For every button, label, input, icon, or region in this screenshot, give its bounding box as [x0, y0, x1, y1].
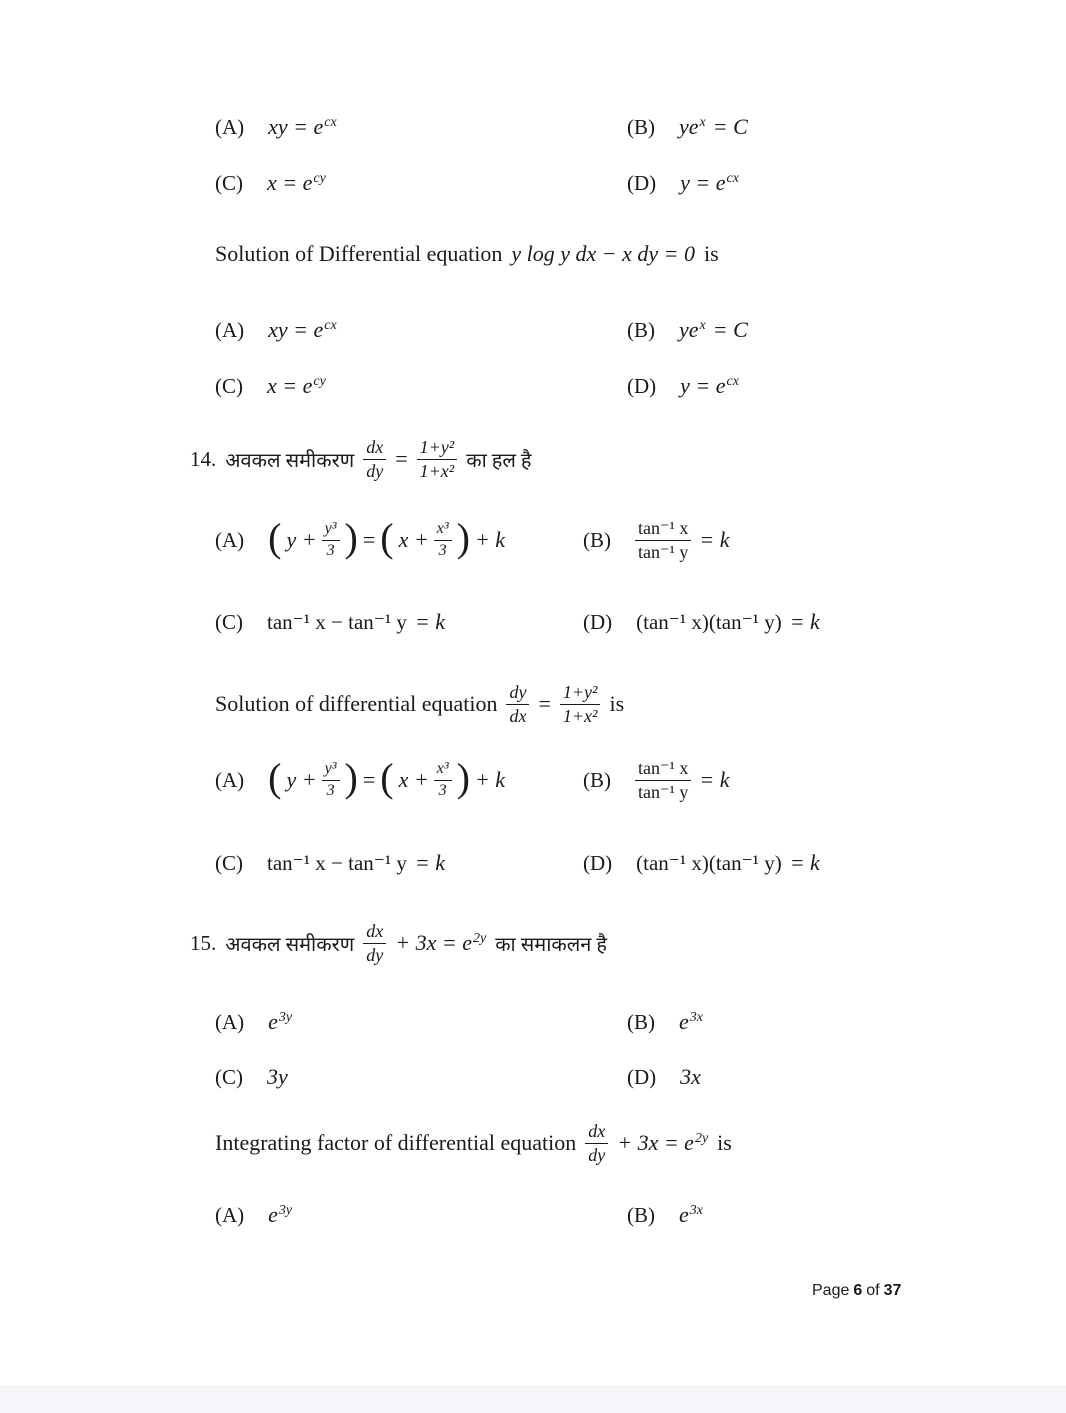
- math-text: y +: [286, 767, 317, 792]
- footer-band: [0, 1385, 1066, 1413]
- stem-tail-text: is: [717, 1130, 732, 1155]
- math-text: = k: [789, 609, 820, 634]
- question-number: 15.: [190, 930, 217, 955]
- question-stem-row: [0, 237, 1066, 271]
- option-a-label: (A): [215, 317, 245, 342]
- option-b-label: (B): [627, 114, 655, 139]
- option-b-label: (B): [583, 767, 611, 792]
- option-b-label: (B): [583, 527, 611, 552]
- fraction-numerator: tan⁻¹ x: [635, 758, 691, 781]
- option-b: [627, 1005, 703, 1039]
- option-b: [627, 313, 748, 347]
- math-exponent: cx: [726, 170, 739, 186]
- math-exponent: x: [699, 114, 706, 130]
- fraction: [635, 518, 691, 562]
- stem-equation: y log y dx − x dy = 0: [511, 241, 696, 266]
- math-exponent: cy: [313, 170, 326, 186]
- option-d-label: (D): [627, 1064, 657, 1089]
- stem-tail-text: का समाकलन है: [495, 933, 608, 956]
- open-paren: (: [380, 514, 394, 560]
- stem-tail-text: is: [704, 241, 719, 266]
- stem-equation: [395, 930, 486, 956]
- option-c-label: (C): [215, 850, 243, 875]
- option-d-expression: [680, 373, 739, 399]
- math-exponent: 2y: [472, 930, 487, 946]
- fraction-numerator: dx: [363, 437, 386, 460]
- math-text: x +: [398, 767, 429, 792]
- math-text: (tan⁻¹ x)(tan⁻¹ y): [636, 609, 782, 634]
- option-a-expression: [268, 1202, 292, 1228]
- math-exponent: cx: [324, 114, 337, 130]
- math-text: = k: [789, 850, 820, 875]
- option-a: [215, 110, 344, 144]
- math-base: y = e: [680, 373, 726, 398]
- math-base: x = e: [267, 170, 313, 195]
- option-a-label: (A): [215, 527, 245, 552]
- fraction-numerator: y³: [322, 520, 340, 540]
- fraction-numerator: dx: [585, 1121, 608, 1144]
- option-c-label: (C): [215, 1064, 243, 1089]
- math-exponent: x: [699, 317, 706, 333]
- question-13-english-stem: [215, 237, 719, 271]
- fraction: [506, 682, 529, 726]
- option-c-expression: 3y: [267, 1064, 288, 1089]
- math-base: ye: [679, 317, 699, 342]
- close-paren: ): [456, 514, 470, 560]
- options-row: [0, 605, 1066, 639]
- option-b: [583, 751, 730, 809]
- fraction-denominator: dy: [366, 460, 384, 481]
- math-base: e: [679, 1009, 689, 1034]
- math-base: + 3x = e: [395, 930, 472, 955]
- option-b-label: (B): [627, 317, 655, 342]
- option-a: [215, 1198, 292, 1232]
- fraction-numerator: dy: [506, 682, 529, 705]
- math-post: = C: [712, 114, 748, 139]
- option-a: [215, 751, 505, 809]
- fraction: [322, 760, 340, 800]
- option-c-expression: [267, 609, 445, 635]
- math-post: = C: [712, 317, 748, 342]
- fraction-denominator: 3: [438, 541, 447, 559]
- option-c: [215, 605, 445, 639]
- math-exponent: cy: [313, 373, 326, 389]
- option-c: [215, 846, 445, 880]
- fraction: [363, 921, 386, 965]
- close-paren: ): [344, 754, 358, 800]
- math-text: tan⁻¹ x − tan⁻¹ y: [267, 850, 407, 875]
- option-d-expression: 3x: [680, 1064, 701, 1089]
- fraction-numerator: tan⁻¹ x: [635, 518, 691, 541]
- options-row: [0, 1198, 1066, 1232]
- math-exponent: cx: [726, 373, 739, 389]
- page-number: 6: [853, 1282, 863, 1299]
- math-text: = k: [699, 767, 730, 792]
- option-a-label: (A): [215, 767, 245, 792]
- math-exponent: 3y: [278, 1202, 293, 1218]
- page-footer: [812, 1282, 901, 1300]
- open-paren: (: [380, 754, 394, 800]
- option-d: [627, 369, 739, 403]
- fraction: [635, 758, 691, 802]
- math-text: = k: [414, 609, 446, 634]
- fraction-numerator: x³: [434, 760, 452, 780]
- of-label: of: [866, 1282, 880, 1299]
- math-base: e: [268, 1009, 278, 1034]
- options-row: [0, 1060, 1066, 1094]
- math-base: e: [679, 1202, 689, 1227]
- math-base: x = e: [267, 373, 313, 398]
- fraction: [363, 437, 386, 481]
- option-d: [627, 1060, 701, 1094]
- option-c: [215, 166, 326, 200]
- options-row: [0, 511, 1066, 569]
- fraction-denominator: dy: [588, 1144, 606, 1165]
- question-14-stem-hindi: [190, 426, 532, 492]
- option-d: [583, 605, 820, 639]
- question-14-stem-english-row: [0, 671, 1066, 737]
- option-b-expression: [679, 1202, 703, 1228]
- option-d-label: (D): [583, 609, 613, 634]
- fraction-denominator: tan⁻¹ y: [638, 541, 689, 562]
- open-paren: (: [268, 514, 282, 560]
- options-row: [0, 1005, 1066, 1039]
- math-text: + k: [474, 527, 506, 552]
- fraction-numerator: dx: [363, 921, 386, 944]
- option-d-expression: [636, 609, 820, 635]
- fraction: [417, 437, 458, 481]
- equals-sign: =: [395, 446, 408, 471]
- close-paren: ): [456, 754, 470, 800]
- option-b: [627, 110, 748, 144]
- question-14-stem-english: [215, 671, 624, 737]
- question-15-stem-english-row: [0, 1110, 1066, 1176]
- equals-sign: =: [362, 767, 376, 792]
- fraction-denominator: tan⁻¹ y: [638, 781, 689, 802]
- option-a: [215, 1005, 292, 1039]
- math-base: + 3x = e: [617, 1130, 694, 1155]
- fraction: [434, 760, 452, 800]
- option-a-label: (A): [215, 114, 245, 139]
- math-base: xy = e: [268, 114, 324, 139]
- math-exponent: 3x: [689, 1202, 703, 1218]
- option-a-label: (A): [215, 1009, 245, 1034]
- math-base: ye: [679, 114, 699, 139]
- fraction-denominator: 1+x²: [419, 460, 455, 481]
- fraction: [585, 1121, 608, 1165]
- math-base: e: [268, 1202, 278, 1227]
- fraction-denominator: 1+x²: [562, 705, 598, 726]
- math-text: y +: [286, 527, 317, 552]
- equals-sign: =: [538, 691, 551, 716]
- option-d: [583, 846, 820, 880]
- open-paren: (: [268, 754, 282, 800]
- option-d-label: (D): [583, 850, 613, 875]
- fraction-numerator: 1+y²: [417, 437, 458, 460]
- options-row: [0, 110, 1066, 144]
- question-14-stem-hindi-row: [0, 426, 1066, 492]
- math-exponent: 3x: [689, 1009, 703, 1025]
- math-text: + k: [474, 767, 506, 792]
- math-base: y = e: [680, 170, 726, 195]
- stem-lead-text: अवकल समीकरण: [225, 933, 355, 956]
- option-b-expression: [679, 317, 748, 343]
- stem-tail-text: is: [609, 691, 625, 716]
- option-c: [215, 1060, 288, 1094]
- option-d-label: (D): [627, 170, 657, 195]
- math-exponent: 3y: [278, 1009, 293, 1025]
- fraction-denominator: 3: [326, 781, 335, 799]
- option-b-label: (B): [627, 1009, 655, 1034]
- stem-lead-text: Integrating factor of differential equation: [215, 1130, 577, 1155]
- fraction: [434, 520, 452, 560]
- option-b: [583, 511, 730, 569]
- question-15-stem-hindi-row: [0, 910, 1066, 976]
- question-15-stem-hindi: [190, 910, 607, 976]
- option-c-label: (C): [215, 170, 243, 195]
- fraction-denominator: 3: [438, 781, 447, 799]
- options-row: [0, 751, 1066, 809]
- option-a-expression: [268, 1009, 292, 1035]
- stem-equation: [617, 1130, 708, 1156]
- option-c-label: (C): [215, 373, 243, 398]
- equals-sign: =: [362, 527, 376, 552]
- option-b-expression: [679, 114, 748, 140]
- options-row: [0, 846, 1066, 880]
- math-text: = k: [699, 527, 730, 552]
- option-a-label: (A): [215, 1202, 245, 1227]
- fraction-denominator: dx: [509, 705, 527, 726]
- option-c-label: (C): [215, 609, 243, 634]
- math-text: (tan⁻¹ x)(tan⁻¹ y): [636, 850, 782, 875]
- option-a-expression: [268, 754, 506, 800]
- fraction: [560, 682, 601, 726]
- option-c-expression: [267, 373, 326, 399]
- option-a-expression: [268, 514, 506, 560]
- question-15-stem-english: [215, 1110, 732, 1176]
- options-row: [0, 369, 1066, 403]
- option-d-expression: [636, 850, 820, 876]
- option-b-label: (B): [627, 1202, 655, 1227]
- page-label: Page: [812, 1282, 850, 1299]
- option-c-expression: [267, 170, 326, 196]
- fraction-numerator: 1+y²: [560, 682, 601, 705]
- option-a: [215, 511, 505, 569]
- math-exponent: 2y: [694, 1130, 709, 1146]
- fraction-denominator: 3: [326, 541, 335, 559]
- options-row: [0, 313, 1066, 347]
- total-pages: 37: [883, 1282, 902, 1299]
- math-base: xy = e: [268, 317, 324, 342]
- options-row: [0, 166, 1066, 200]
- option-b: [627, 1198, 703, 1232]
- fraction: [322, 520, 340, 560]
- math-text: = k: [414, 850, 446, 875]
- fraction-numerator: y³: [322, 760, 340, 780]
- math-text: tan⁻¹ x − tan⁻¹ y: [267, 609, 407, 634]
- option-c-expression: [267, 850, 445, 876]
- option-d-label: (D): [627, 373, 657, 398]
- close-paren: ): [344, 514, 358, 560]
- stem-tail-text: का हल है: [466, 449, 532, 472]
- option-a-expression: [268, 317, 337, 343]
- option-b-expression: [635, 518, 730, 562]
- fraction-numerator: x³: [434, 520, 452, 540]
- option-b-expression: [635, 758, 730, 802]
- fraction-denominator: dy: [366, 944, 384, 965]
- question-number: 14.: [190, 446, 217, 471]
- math-text: x +: [398, 527, 429, 552]
- option-c: [215, 369, 326, 403]
- option-a-expression: [268, 114, 344, 140]
- stem-lead-text: अवकल समीकरण: [225, 449, 355, 472]
- option-d: [627, 166, 739, 200]
- option-a: [215, 313, 337, 347]
- option-d-expression: [680, 170, 739, 196]
- stem-lead-text: Solution of Differential equation: [215, 241, 503, 266]
- stem-lead-text: Solution of differential equation: [215, 691, 498, 716]
- math-exponent: cx: [324, 317, 337, 333]
- option-b-expression: [679, 1009, 703, 1035]
